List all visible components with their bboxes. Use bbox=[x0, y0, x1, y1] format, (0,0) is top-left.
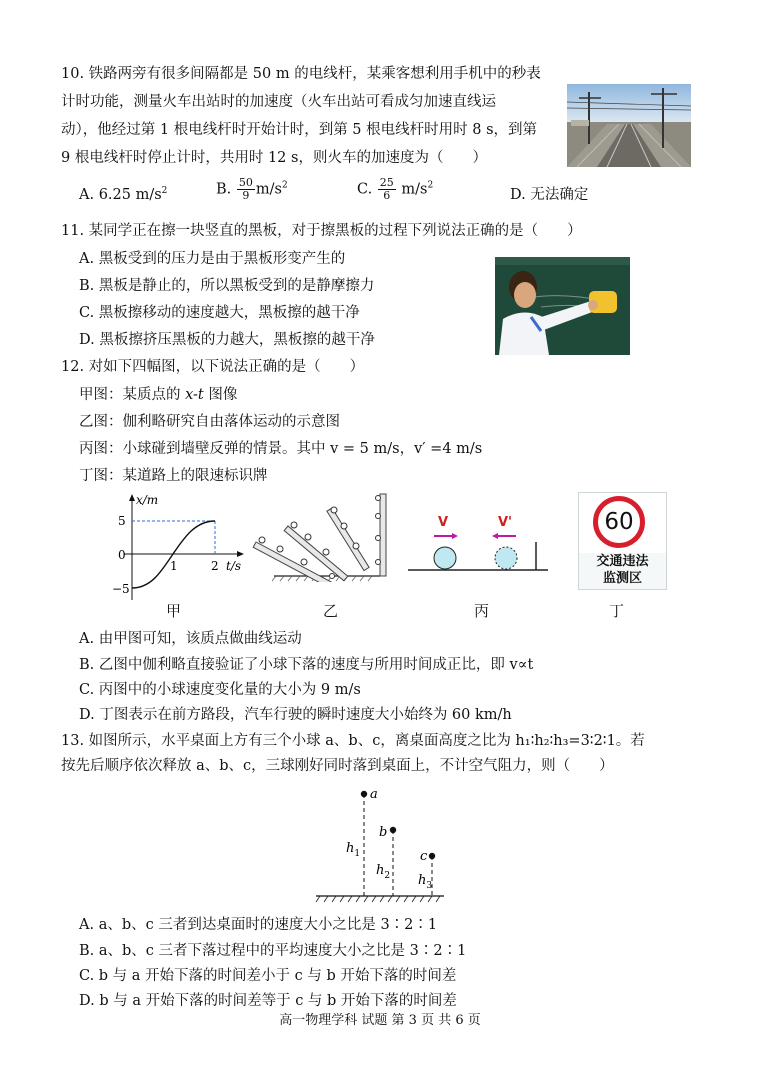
q12-desc-bing: 丙图：小球碰到墙壁反弹的情景。其中 v = 5 m/s，v′ =4 m/s bbox=[79, 441, 483, 457]
tick-y-neg5: −5 bbox=[112, 582, 130, 596]
caption-yi: 乙 bbox=[323, 602, 339, 620]
q12-option-c: C. 丙图中的小球速度变化量的大小为 9 m/s bbox=[79, 682, 361, 698]
q10-line-2: 计时功能，测量火车出站时的加速度（火车出站可看成匀加速直线运 bbox=[61, 94, 496, 110]
caption-jia: 甲 bbox=[166, 602, 182, 620]
tick-y-5: 5 bbox=[118, 514, 126, 528]
ball-c-label: c bbox=[420, 849, 428, 864]
h2-label: $h_2$ bbox=[376, 863, 391, 881]
q10-option-c: C. $\frac{25}{6}$ $m/s^2$ bbox=[357, 176, 434, 202]
tick-x-1: 1 bbox=[170, 559, 178, 573]
q12-stem: 12. 对如下四幅图，以下说法正确的是（ ） bbox=[61, 359, 365, 375]
figure-bing-bounce bbox=[406, 510, 552, 576]
figure-ding-sign bbox=[578, 492, 667, 590]
figure-yi-galileo bbox=[252, 490, 394, 582]
q10-line-1: 10. 铁路两旁有很多间隔都是 50 m 的电线杆，某乘客想利用手机中的秒表 bbox=[61, 66, 541, 82]
ball-b-label: b bbox=[379, 825, 388, 840]
q11-option-a: A. 黑板受到的压力是由于黑板形变产生的 bbox=[79, 251, 346, 267]
tick-x-2: 2 bbox=[211, 559, 219, 573]
sign-line-1: 交通违法 bbox=[596, 554, 649, 569]
figure-q13-balls bbox=[312, 782, 448, 906]
blackboard-photo bbox=[495, 257, 630, 355]
q12-desc-jia: 甲图：某质点的 x-t 图像 bbox=[79, 387, 238, 403]
page-footer: 高一物理学科 试题 第 3 页 共 6 页 bbox=[279, 1013, 481, 1028]
figure-jia-xt-graph bbox=[100, 490, 250, 602]
q13-option-c: C. b 与 a 开始下落的时间差小于 c 与 b 开始下落的时间差 bbox=[79, 968, 457, 984]
q12-desc-ding: 丁图：某道路上的限速标识牌 bbox=[79, 468, 268, 484]
graph-xlabel: t/s bbox=[226, 559, 242, 573]
ball-a-label: a bbox=[370, 787, 378, 802]
tick-y-0: 0 bbox=[118, 548, 126, 562]
q11-option-d: D. 黑板擦挤压黑板的力越大，黑板擦的越干净 bbox=[79, 332, 375, 348]
q12-option-a: A. 由甲图可知，该质点做曲线运动 bbox=[79, 631, 302, 647]
speed-limit-number: 60 bbox=[593, 496, 645, 548]
q12-option-d: D. 丁图表示在前方路段，汽车行驶的瞬时速度大小始终为 60 km/h bbox=[79, 707, 512, 723]
h3-label: $h_3$ bbox=[418, 873, 433, 891]
q11-option-c: C. 黑板擦移动的速度越大，黑板擦的越干净 bbox=[79, 305, 360, 321]
velocity-label-v-prime: V' bbox=[498, 515, 513, 530]
railway-photo bbox=[567, 84, 691, 167]
q13-line-1: 13. 如图所示，水平桌面上方有三个小球 a、b、c，离桌面高度之比为 h₁∶h₂∶h₃=3∶2∶1。若 bbox=[61, 733, 645, 749]
q13-option-a: A. a、b、c 三者到达桌面时的速度大小之比是 3∶2∶1 bbox=[79, 917, 438, 933]
q12-desc-yi: 乙图：伽利略研究自由落体运动的示意图 bbox=[79, 414, 340, 430]
graph-ylabel: x/m bbox=[136, 493, 159, 507]
q10-option-d: D. 无法确定 bbox=[510, 187, 589, 203]
velocity-label-v: V bbox=[438, 515, 449, 530]
q13-option-d: D. b 与 a 开始下落的时间差等于 c 与 b 开始下落的时间差 bbox=[79, 993, 457, 1009]
q13-option-b: B. a、b、c 三者下落过程中的平均速度大小之比是 3∶2∶1 bbox=[79, 943, 467, 959]
q13-line-2: 按先后顺序依次释放 a、b、c，三球刚好同时落到桌面上，不计空气阻力，则（ ） bbox=[61, 758, 614, 774]
q10-line-3: 动），他经过第 1 根电线杆时开始计时，到第 5 根电线杆时用时 8 s，到第 bbox=[61, 122, 538, 138]
caption-ding: 丁 bbox=[609, 602, 625, 620]
q10-option-b: B. $\frac{50}{9}$ $m/s^2$ bbox=[216, 176, 288, 202]
q12-option-b: B. 乙图中伽利略直接验证了小球下落的速度与所用时间成正比，即 v∝t bbox=[79, 657, 534, 673]
h1-label: $h_1$ bbox=[346, 841, 361, 859]
q11-stem: 11. 某同学正在擦一块竖直的黑板，对于擦黑板的过程下列说法正确的是（ ） bbox=[61, 223, 582, 239]
q11-option-b: B. 黑板是静止的，所以黑板受到的是静摩擦力 bbox=[79, 278, 375, 294]
q10-line-4: 9 根电线杆时停止计时，共用时 12 s，则火车的加速度为（ ） bbox=[61, 150, 487, 166]
caption-bing: 丙 bbox=[474, 602, 490, 620]
sign-line-2: 监测区 bbox=[602, 571, 642, 586]
q10-option-a: A. 6.25 $m/s^2$ bbox=[79, 186, 168, 203]
